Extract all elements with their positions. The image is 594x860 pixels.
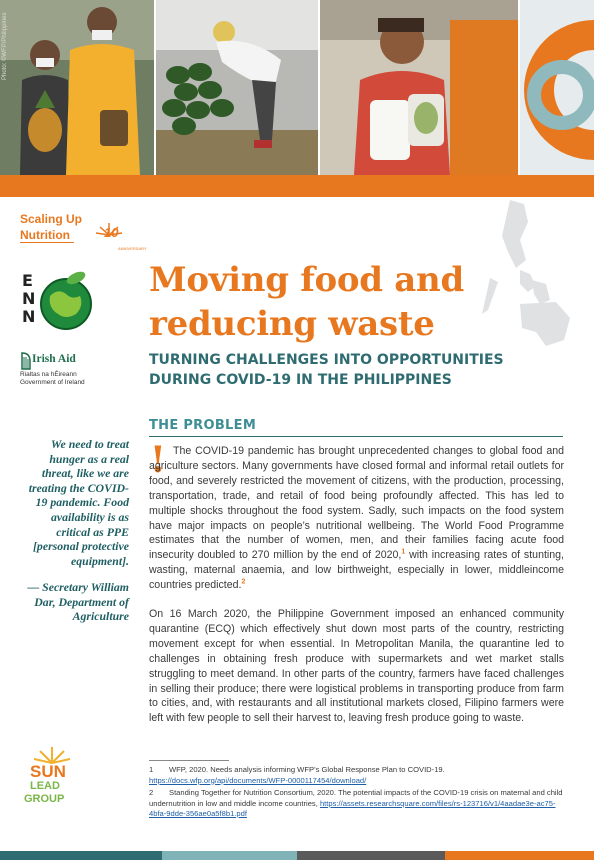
sun-lead-sun-text: SUN <box>30 762 66 781</box>
enn-letter-n1: N <box>22 289 36 308</box>
footnote-2 <box>149 788 564 820</box>
sun-rays-icon <box>32 744 72 764</box>
irish-aid-english-text: Government of Ireland <box>20 379 85 386</box>
exclamation-mark-icon: ! <box>150 439 166 481</box>
footnote-ref-1: 1 <box>401 548 406 556</box>
paragraph-1-text-a: The COVID-19 pandemic has brought unprecedented changes to global food and agriculture sectors. Many governments have closed formal and informal retail outlets for food, and severely restricted the movement of citizens, with the production, processing, transportation, trade, and retail of food being profoundly affected. This has led to multiple shocks throughout the food system. Sadly, such impacts on the food system have major impacts on people’s nutritional wellbeing. The World Food Programme estimates that the number of women, men, and their families facing acute food insecurity doubled to 270 million by the end of 2020, <box>149 445 564 562</box>
footnote-1-number: 1 <box>149 765 154 774</box>
sun-logo-line2: Nutrition <box>20 229 74 243</box>
bottom-bar-segment-orange <box>445 851 594 860</box>
scaling-up-nutrition-logo <box>20 212 147 263</box>
pull-quote-attribution: — Secretary William Dar, Department of Agriculture <box>27 580 129 624</box>
sun-lead-lead-text: LEAD <box>30 780 60 792</box>
footnote-1 <box>149 765 564 786</box>
footnote-2-text: Standing Together for Nutrition Consortium, 2020. The potential impacts of the COVID-19 crisis on maternal and child undernutrition in low and middle income countries, <box>149 788 563 808</box>
footnote-2-number: 2 <box>149 788 154 797</box>
section-heading: THE PROBLEM <box>149 418 563 437</box>
pull-quote: We need to treat hunger as a real threat, like we are treating the COVID-19 pandemic. Food availability is as critical as PPE [personal protective equipment]. <box>28 437 129 568</box>
orange-divider-bar <box>0 175 594 197</box>
sun-logo-line1: Scaling Up <box>20 212 83 226</box>
problem-paragraph-1 <box>149 444 564 593</box>
harp-icon <box>20 351 32 371</box>
footnote-1-link[interactable]: https://docs.wfp.org/api/documents/WFP-0000117454/download/ <box>149 775 367 785</box>
photo-watermelons <box>156 0 318 175</box>
photo-woman-produce-bag <box>320 0 518 175</box>
title-line2: reducing waste <box>149 304 435 344</box>
paragraph-1-text-b: with increasing rates of stunting, wasting, maternal anaemia, and low birthweight, especially in lower, middleincome countries predicted. <box>149 549 564 592</box>
photo-strip <box>0 0 594 175</box>
bottom-bar-segment-teal <box>0 851 162 860</box>
irish-aid-logo <box>20 349 130 393</box>
enn-letter-n2: N <box>22 307 36 326</box>
enn-letter-e: E <box>22 271 33 290</box>
page-subtitle <box>149 350 579 390</box>
subtitle-line1: TURNING CHALLENGES INTO OPPORTUNITIES <box>149 352 504 368</box>
sun-tenth-number: 10 <box>104 225 119 240</box>
footnote-2-link[interactable]: https://assets.researchsquare.com/files/rs-123716/v1/4aadae3e-ac75-4bfa-9dde-356ae0a5f8b1.pdf <box>149 798 556 818</box>
page-title <box>149 258 519 346</box>
sun-lead-group-logo <box>22 742 92 814</box>
footnote-ref-2: 2 <box>241 578 246 586</box>
irish-aid-irish-text: Rialtas na hÉireann <box>20 371 77 378</box>
footnote-1-text: WFP, 2020. Needs analysis informing WFP’s Global Response Plan to COVID-19. <box>169 765 445 774</box>
photo-woman-man-pineapple <box>0 0 154 175</box>
irish-aid-name: Irish Aid <box>32 353 76 365</box>
bottom-bar-segment-grey <box>297 851 445 860</box>
photo-credit: Photo: ©WFP/Philippines <box>2 12 8 80</box>
subtitle-line2: DURING COVID-19 IN THE PHILIPPINES <box>149 372 452 388</box>
enn-logo <box>22 272 97 334</box>
photo-graphic <box>520 0 594 175</box>
sun-lead-group-text: GROUP <box>24 793 65 805</box>
bottom-color-bar <box>0 851 594 860</box>
footnote-divider <box>149 760 229 761</box>
globe-icon <box>36 270 94 332</box>
sun-anniversary-label: ANNIVERSARY <box>118 246 147 251</box>
title-line1: Moving food and <box>149 260 464 300</box>
problem-paragraph-2: On 16 March 2020, the Philippine Government imposed an enhanced community quarantine (ECQ) which effectively shut down most parts of the country, restricting movement except for when essential. In Metropolitan Manila, the quarantine led to challenges in obtaining fresh produce with supermarkets and wet market stalls struggling to meet demand. In other parts of the country, farmers have faced challenges in selling their produce; there were logistical problems in transporting produce from farm to cities, and, with restaurants and all institutional markets closed, Filipino farmers were left with few people to sell their harvest to, leaving fresh produce going to waste. <box>149 608 564 725</box>
bottom-bar-segment-light-teal <box>162 851 297 860</box>
